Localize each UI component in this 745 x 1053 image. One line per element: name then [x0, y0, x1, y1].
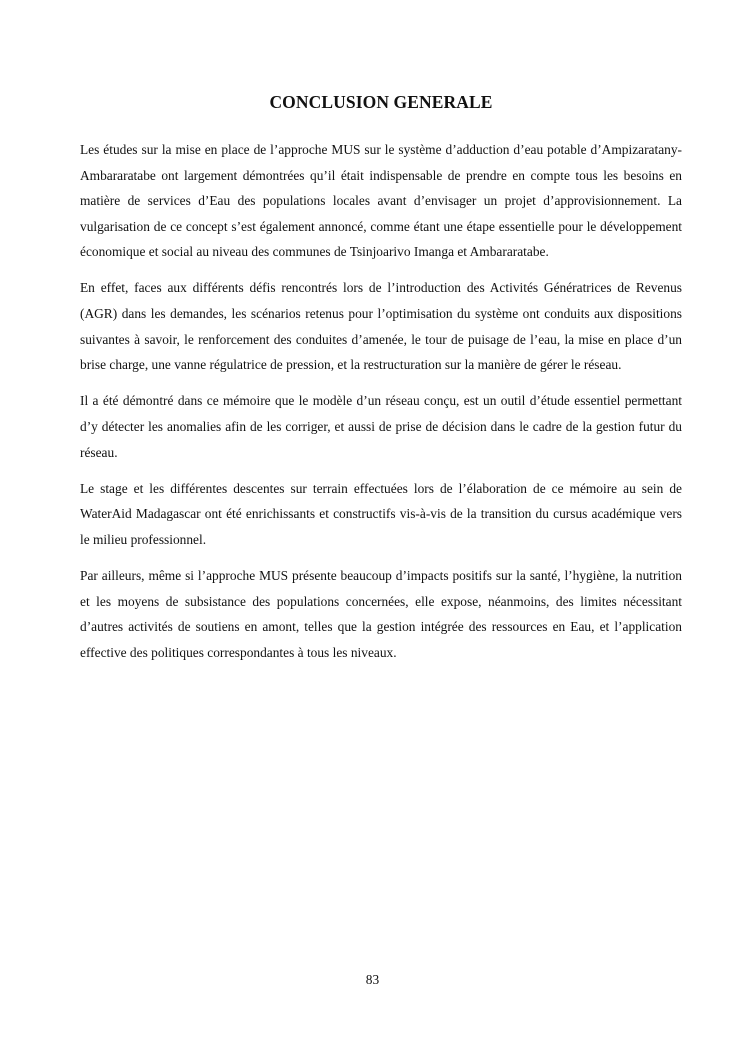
paragraph-1: Les études sur la mise en place de l’approche MUS sur le système d’adduction d’eau potable d’Ampizaratany-Ambararatabe ont largement démontrées qu’il était indispensable de prendre en compte tous les besoins en matière de services d’Eau des populations locales avant d’envisager un projet d’approvisionnement. La vulgarisation de ce concept s’est également annoncé, comme étant une étape essentielle pour le développement économique et social au niveau des communes de Tsinjoarivo Imanga et Ambararatabe. [80, 142, 682, 260]
paragraph-5: Par ailleurs, même si l’approche MUS présente beaucoup d’impacts positifs sur la santé, l’hygiène, la nutrition et les moyens de subsistance des populations concernées, elle expose, néanmoins, des limites nécessitant d’autres activités de soutiens en amont, telles que la gestion intégrée des ressources en Eau, et l’application effective des politiques correspondantes à tous les niveaux. [80, 567, 682, 660]
paragraph-4: Le stage et les différentes descentes sur terrain effectuées lors de l’élaboration de ce mémoire au sein de WaterAid Madagascar ont été enrichissants et constructifs vis-à-vis de la transition du cursus académique vers le milieu professionnel. [80, 480, 682, 547]
page-title: CONCLUSION GENERALE [269, 92, 493, 112]
paragraph-3: Il a été démontré dans ce mémoire que le modèle d’un réseau conçu, est un outil d’étude essentiel permettant d’y détecter les anomalies afin de les corriger, et aussi de prise de décision dans le cadre de la gestion futur du réseau. [80, 393, 682, 460]
document-body [80, 137, 682, 676]
page-number: 83 [365, 972, 380, 987]
paragraph-2: En effet, faces aux différents défis rencontrés lors de l’introduction des Activités Génératrices de Revenus (AGR) dans les demandes, les scénarios retenus pour l’optimisation du système ont conduits aux dispositions suivantes à savoir, le renforcement des conduites d’amenée, le tour de puisage de l’eau, la mise en place d’un brise charge, une vanne régulatrice de pression, et la restructuration sur la manière de gérer le réseau. [80, 280, 682, 373]
